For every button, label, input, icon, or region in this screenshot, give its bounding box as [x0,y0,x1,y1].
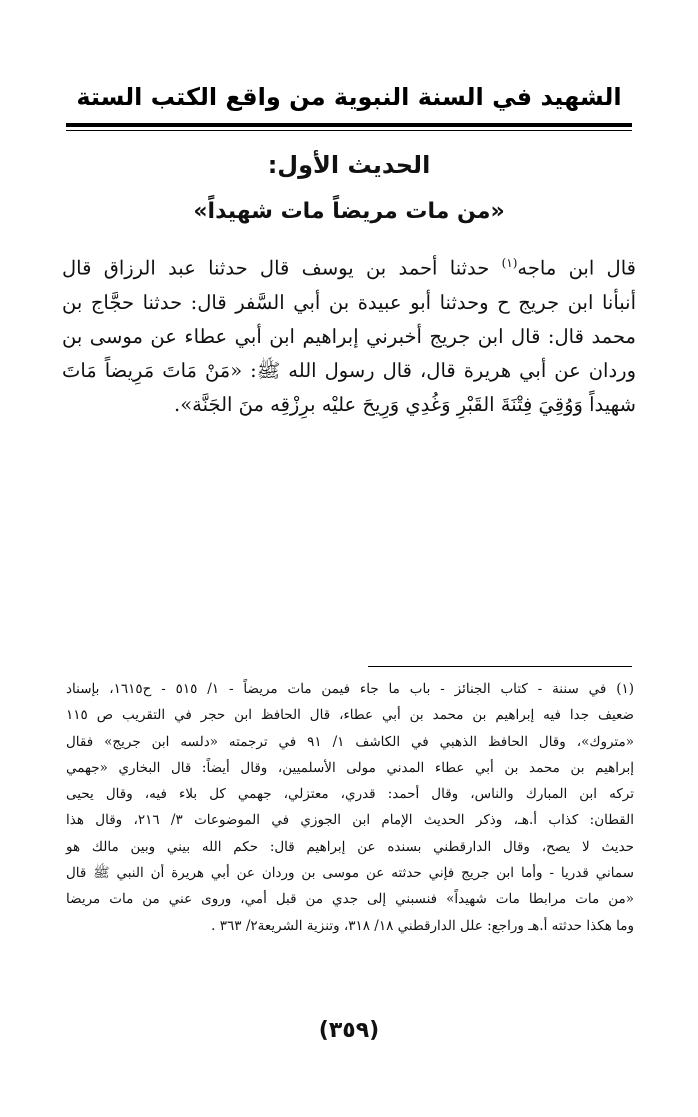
main-line: محمد قال: قال ابن جريج أخبرني إبراهيم ابن أبي عطاء عن موسى بن [62,324,636,348]
header-rule-thick [66,123,632,127]
footnote-line: ضعيف جدا فيه إبراهيم بن محمد بن أبي عطاء، قال الحافظ ابن حجر في التقريب ص ١١٥ [66,707,634,724]
main-line-1-end: حدثنا أحمد بن يوسف قال حدثنا عبد الرزاق قال [62,256,502,280]
footnote-line: القطان: كذاب أ.هـ، وذكر الحديث الإمام ابن الجوزي في الموضوعات ٣/ ٢١٦، وقال هذا [66,812,635,829]
main-line: أنبأنا ابن جريج ح وحدثنا أبو عبيدة بن أبي السَّفر قال: حدثنا حجَّاج بن [62,290,636,314]
main-line: شهيداً وَوُقِيَ فِتْنَةَ القَبْرِ وَغُدِي وَرِيحَ عليْه برِزْقِه منَ الجَنَّة». [174,392,636,416]
footnote-separator [368,666,632,667]
footnote-block [66,676,634,939]
footnote-line: (١) في سننة - كتاب الجنائز - باب ما جاء فيمن مات مريضاً - ١/ ٥١٥ - ح١٦١٥، بإسناد [66,681,635,697]
main-line [62,246,636,286]
footnote-line: إبراهيم بن محمد بن أبي عطاء المدني مولى الأسلميين، وقال أيضاً: قال البخاري «جهمي [66,759,634,776]
footnote-line: حديث لا يصح، وقال الدارقطني بسنده عن إبراهيم قال: حكم الله بيني وبين مالك هو [66,838,634,855]
main-paragraph [62,246,636,422]
footnote-line: وما هكذا حدثته أ.هـ وراجع: علل الدارقطني ١٨/ ٣١٨، وتنزية الشريعة٢/ ٣٦٣ . [211,917,634,934]
running-header-title: الشهيد في السنة النبوية من واقع الكتب الستة [76,83,622,111]
main-line-1-start: قال ابن ماجه [517,256,636,280]
footnote-line: «متروك»، وقال الحافظ الذهبي في الكاشف ١/ ٩١ في ترجمته «دلسه ابن جريج» فقال [66,733,634,750]
header-rule-thin [66,130,632,131]
footnote-line: تركه ابن المبارك والناس، وقال أحمد: قدري، معتزلي، جهمي كل بلاء فيه، وقال يحيى [66,786,634,803]
page-number: (٣٥٩) [318,1018,380,1043]
footnote-line: «من مات مرابطا مات شهيداً» فنسبني إلى جدي من قبل أمي، وروى عني من مات مريضا [66,891,634,908]
footnote-line: سماني قدريا - وأما ابن جريج فإني حدثته عن موسى بن وردان عن أبي هريرة أن النبي ﷺ قال [66,865,634,882]
hadith-heading: الحديث الأول: [267,151,431,179]
footnote-reference[interactable]: (١) [501,256,518,270]
main-line: وردان عن أبي هريرة قال، قال رسول الله ﷺ: «مَنْ مَاتَ مَرِيضاً مَاتَ [62,358,636,382]
hadith-title: «من مات مريضاً مات شهيداً» [193,199,505,224]
